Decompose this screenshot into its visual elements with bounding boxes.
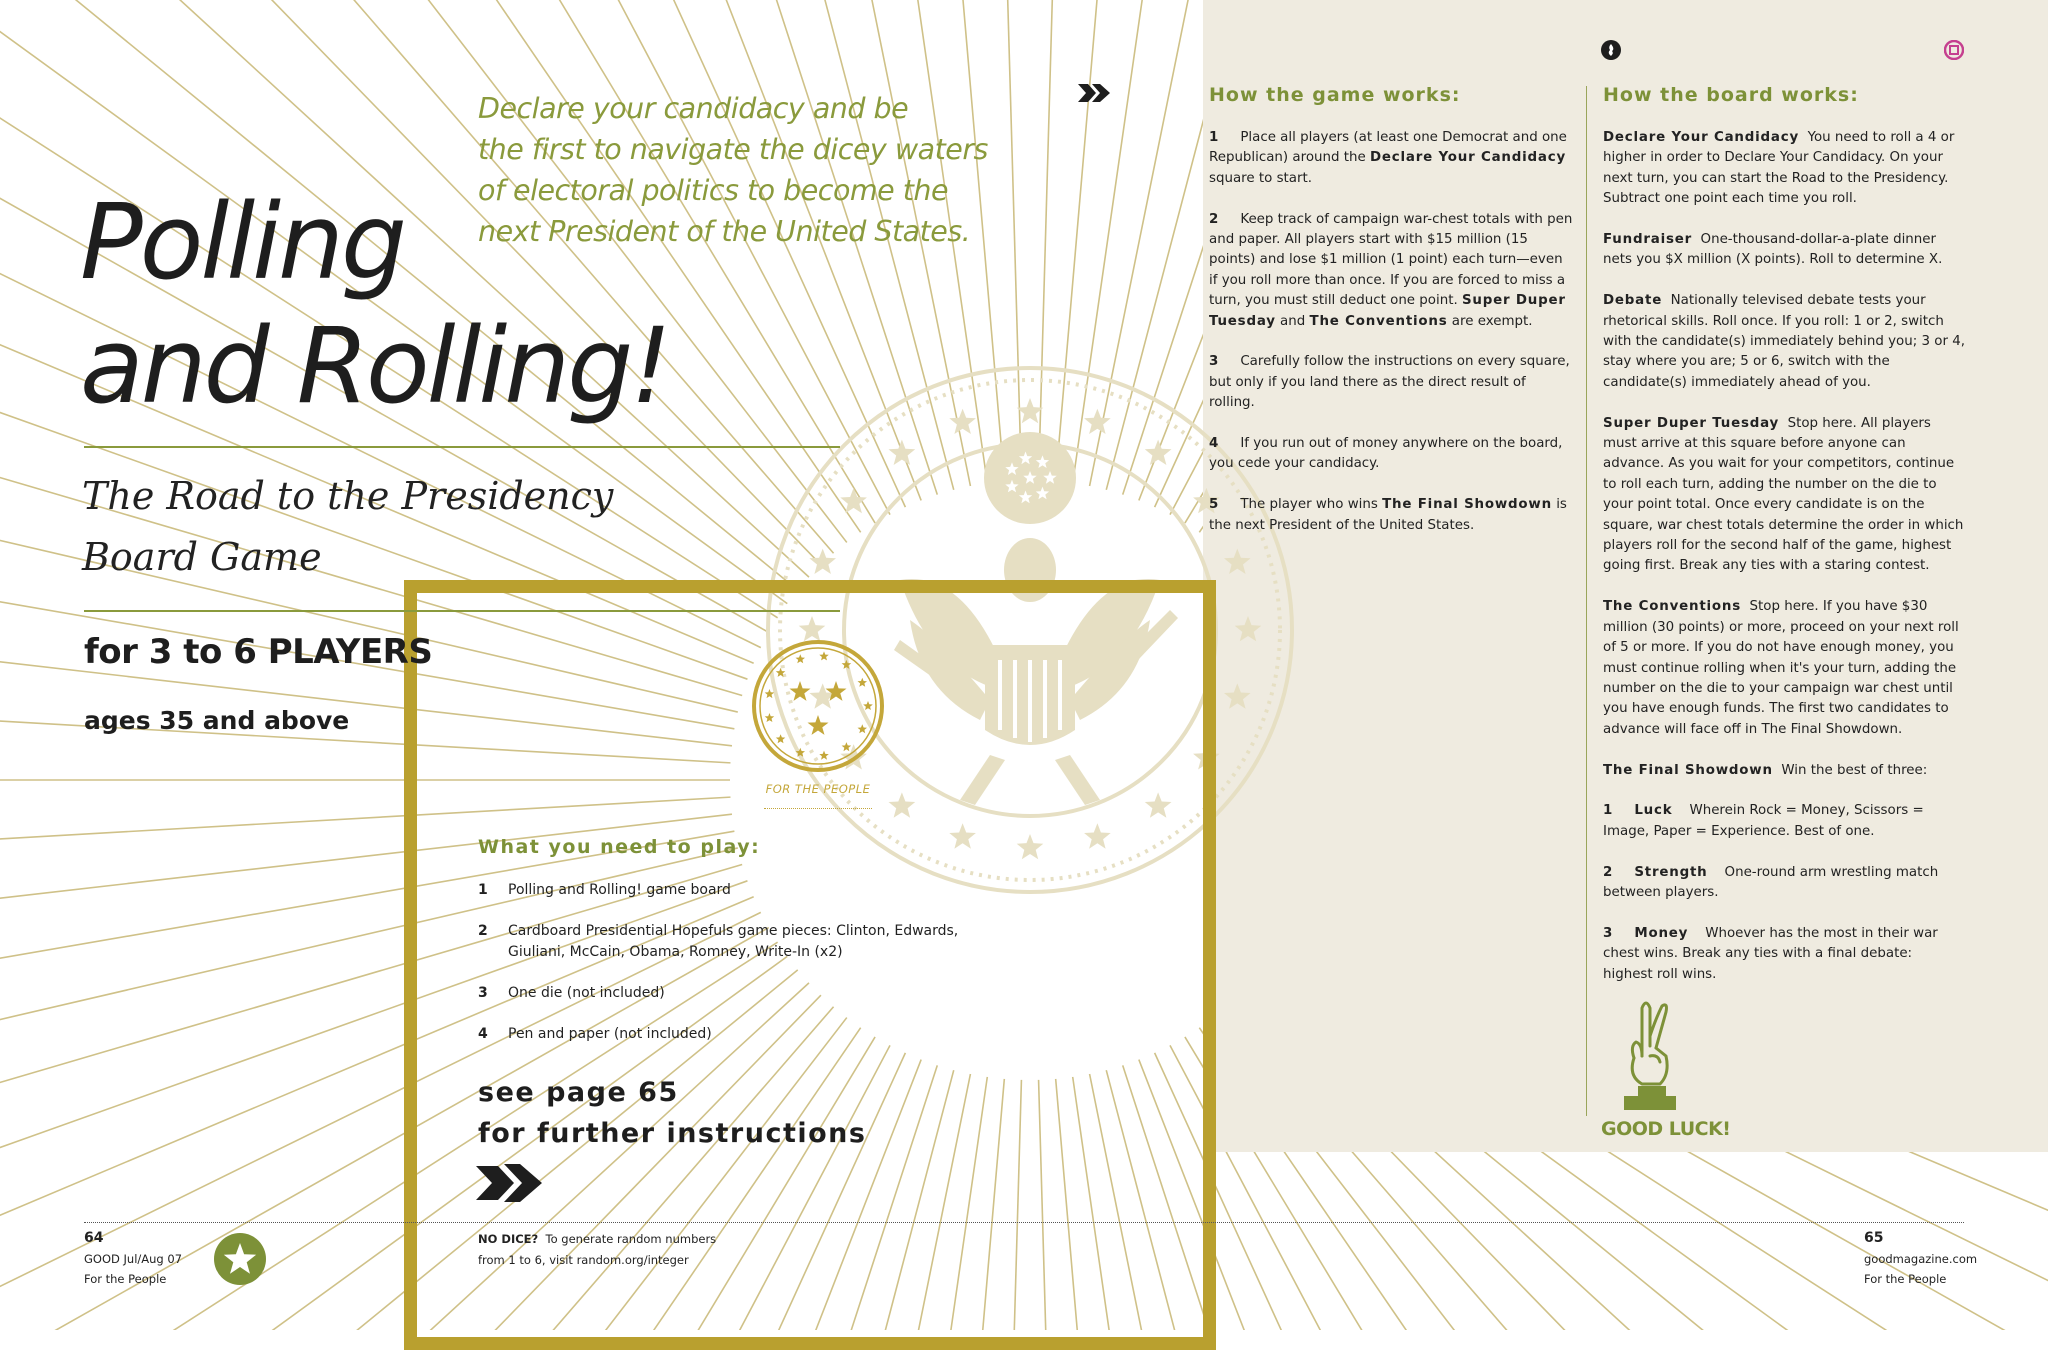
badge-rule	[764, 808, 872, 809]
board-entry: Super Duper Tuesday Stop here. All players must arrive at this square before anyone can advance. As you wait for your competitors, continue to roll each turn, adding the number on the die to your point total. Once every candidate is on the square, war chest totals determine the order in which players roll for the second half of the game, highest going first. Break any ties with a staring contest.	[1603, 415, 1964, 574]
double-arrow-icon	[1078, 82, 1112, 104]
game-step: 1 Place all players (at least one Democrat and one Republican) around the Declare Your Candidacy square to start.	[1209, 130, 1567, 186]
page-number: 64	[84, 1230, 104, 1246]
board-entry: Debate Nationally televised debate tests your rhetorical skills. Roll once. If you roll: 1 or 2, switch with the candidate(s) immediately behind you; 3 or 4, stay where you are; 5 or 6, switch with the candidate(s) immediately ahead of you.	[1603, 293, 1965, 390]
game-rules-heading: How the game works:	[1209, 84, 1461, 106]
star-seal-badge	[744, 632, 892, 816]
badge-label: FOR THE PEOPLE	[765, 782, 871, 796]
list-item: 4 Pen and paper (not included)	[478, 1025, 712, 1042]
game-rules	[1209, 128, 1575, 556]
flame-icon	[1601, 40, 1621, 60]
board-entry: Declare Your Candidacy You need to roll a 4 or higher in order to Declare Your Candidacy. On your next turn, you can start the Road to the Presidency. Subtract one point each time you roll.	[1603, 130, 1955, 207]
list-item: 1 Polling and Rolling! game board	[478, 882, 731, 898]
board-entry: The Conventions Stop here. If you have $30 million (30 points) or more, proceed on your next roll of 5 or more. If you do not have enough money, you must continue rolling when it's your turn, adding the number on the die to your campaign war chest until you have enough funds. The first two candidates to advance will face off in The Final Showdown.	[1603, 599, 1959, 737]
subtitle: The Road to the Presidency Board Game	[82, 474, 614, 579]
tagline: Declare your candidacy and be the first to navigate the dicey waters of electoral politics to become the next President of the United States.	[478, 92, 988, 248]
star-seal-icon	[744, 632, 892, 780]
title-rule	[84, 446, 840, 448]
square-icon	[1944, 40, 1964, 60]
board-entry: The Final Showdown Win the best of three:	[1603, 762, 1928, 778]
page-title: Polling and Rolling!	[80, 181, 669, 427]
column-divider	[1586, 86, 1587, 1116]
game-step: 2 Keep track of campaign war-chest totals with pen and paper. All players start with $15 million (15 points) and lose $1 million (1 point) each turn—even if you roll more than once. If you are forced to miss a turn, you must still deduct one point. Super Duper Tuesday and The Conventions are exempt.	[1209, 211, 1573, 329]
good-luck-label: GOOD LUCK!	[1601, 1118, 1731, 1140]
board-entry: Fundraiser One-thousand-dollar-a-plate dinner nets you $X million (X points). Roll to determine X.	[1603, 232, 1943, 268]
page-number: 65	[1864, 1230, 1884, 1246]
star-icon	[213, 1232, 267, 1286]
game-step: 5 The player who wins The Final Showdown is the next President of the United States.	[1209, 497, 1567, 533]
player-count: for 3 to 6 PLAYERS	[84, 632, 433, 672]
game-step: 3 Carefully follow the instructions on every square, but only if you land there as the direct result of rolling.	[1209, 354, 1570, 411]
list-item: 2 Cardboard Presidential Hopefuls game pieces: Clinton, Edwards, Giuliani, McCain, Obama, Romney, Write-In (x2)	[478, 923, 959, 960]
see-page-callout: see page 65 for further instructions	[478, 1077, 867, 1149]
board-rules-heading: How the board works:	[1603, 84, 1859, 106]
supplies-heading: What you need to play:	[478, 836, 761, 858]
age-range: ages 35 and above	[84, 706, 350, 735]
list-item: 3 One die (not included)	[478, 984, 665, 1001]
left-footer: 64 GOOD Jul/Aug 07 For the People	[84, 1230, 183, 1286]
double-arrow-icon	[476, 1162, 546, 1204]
board-rules	[1603, 128, 1965, 1005]
showdown-round: 3 Money Whoever has the most in their war chest wins. Break any ties with a final debate: highest roll wins.	[1603, 925, 1938, 982]
crossed-fingers-icon	[1620, 996, 1678, 1112]
game-step: 4 If you run out of money anywhere on the board, you cede your candidacy.	[1209, 436, 1563, 472]
no-dice-note: NO DICE? To generate random numbers from 1 to 6, visit random.org/integer	[478, 1232, 717, 1267]
showdown-round: 1 Luck Wherein Rock = Money, Scissors = Image, Paper = Experience. Best of one.	[1603, 803, 1924, 839]
subtitle-rule	[84, 610, 840, 612]
supplies-list	[478, 880, 978, 1065]
showdown-round: 2 Strength One-round arm wrestling match between players.	[1603, 864, 1939, 900]
footer-rule	[84, 1222, 1964, 1223]
right-footer: 65 goodmagazine.com For the People	[1864, 1230, 1978, 1286]
